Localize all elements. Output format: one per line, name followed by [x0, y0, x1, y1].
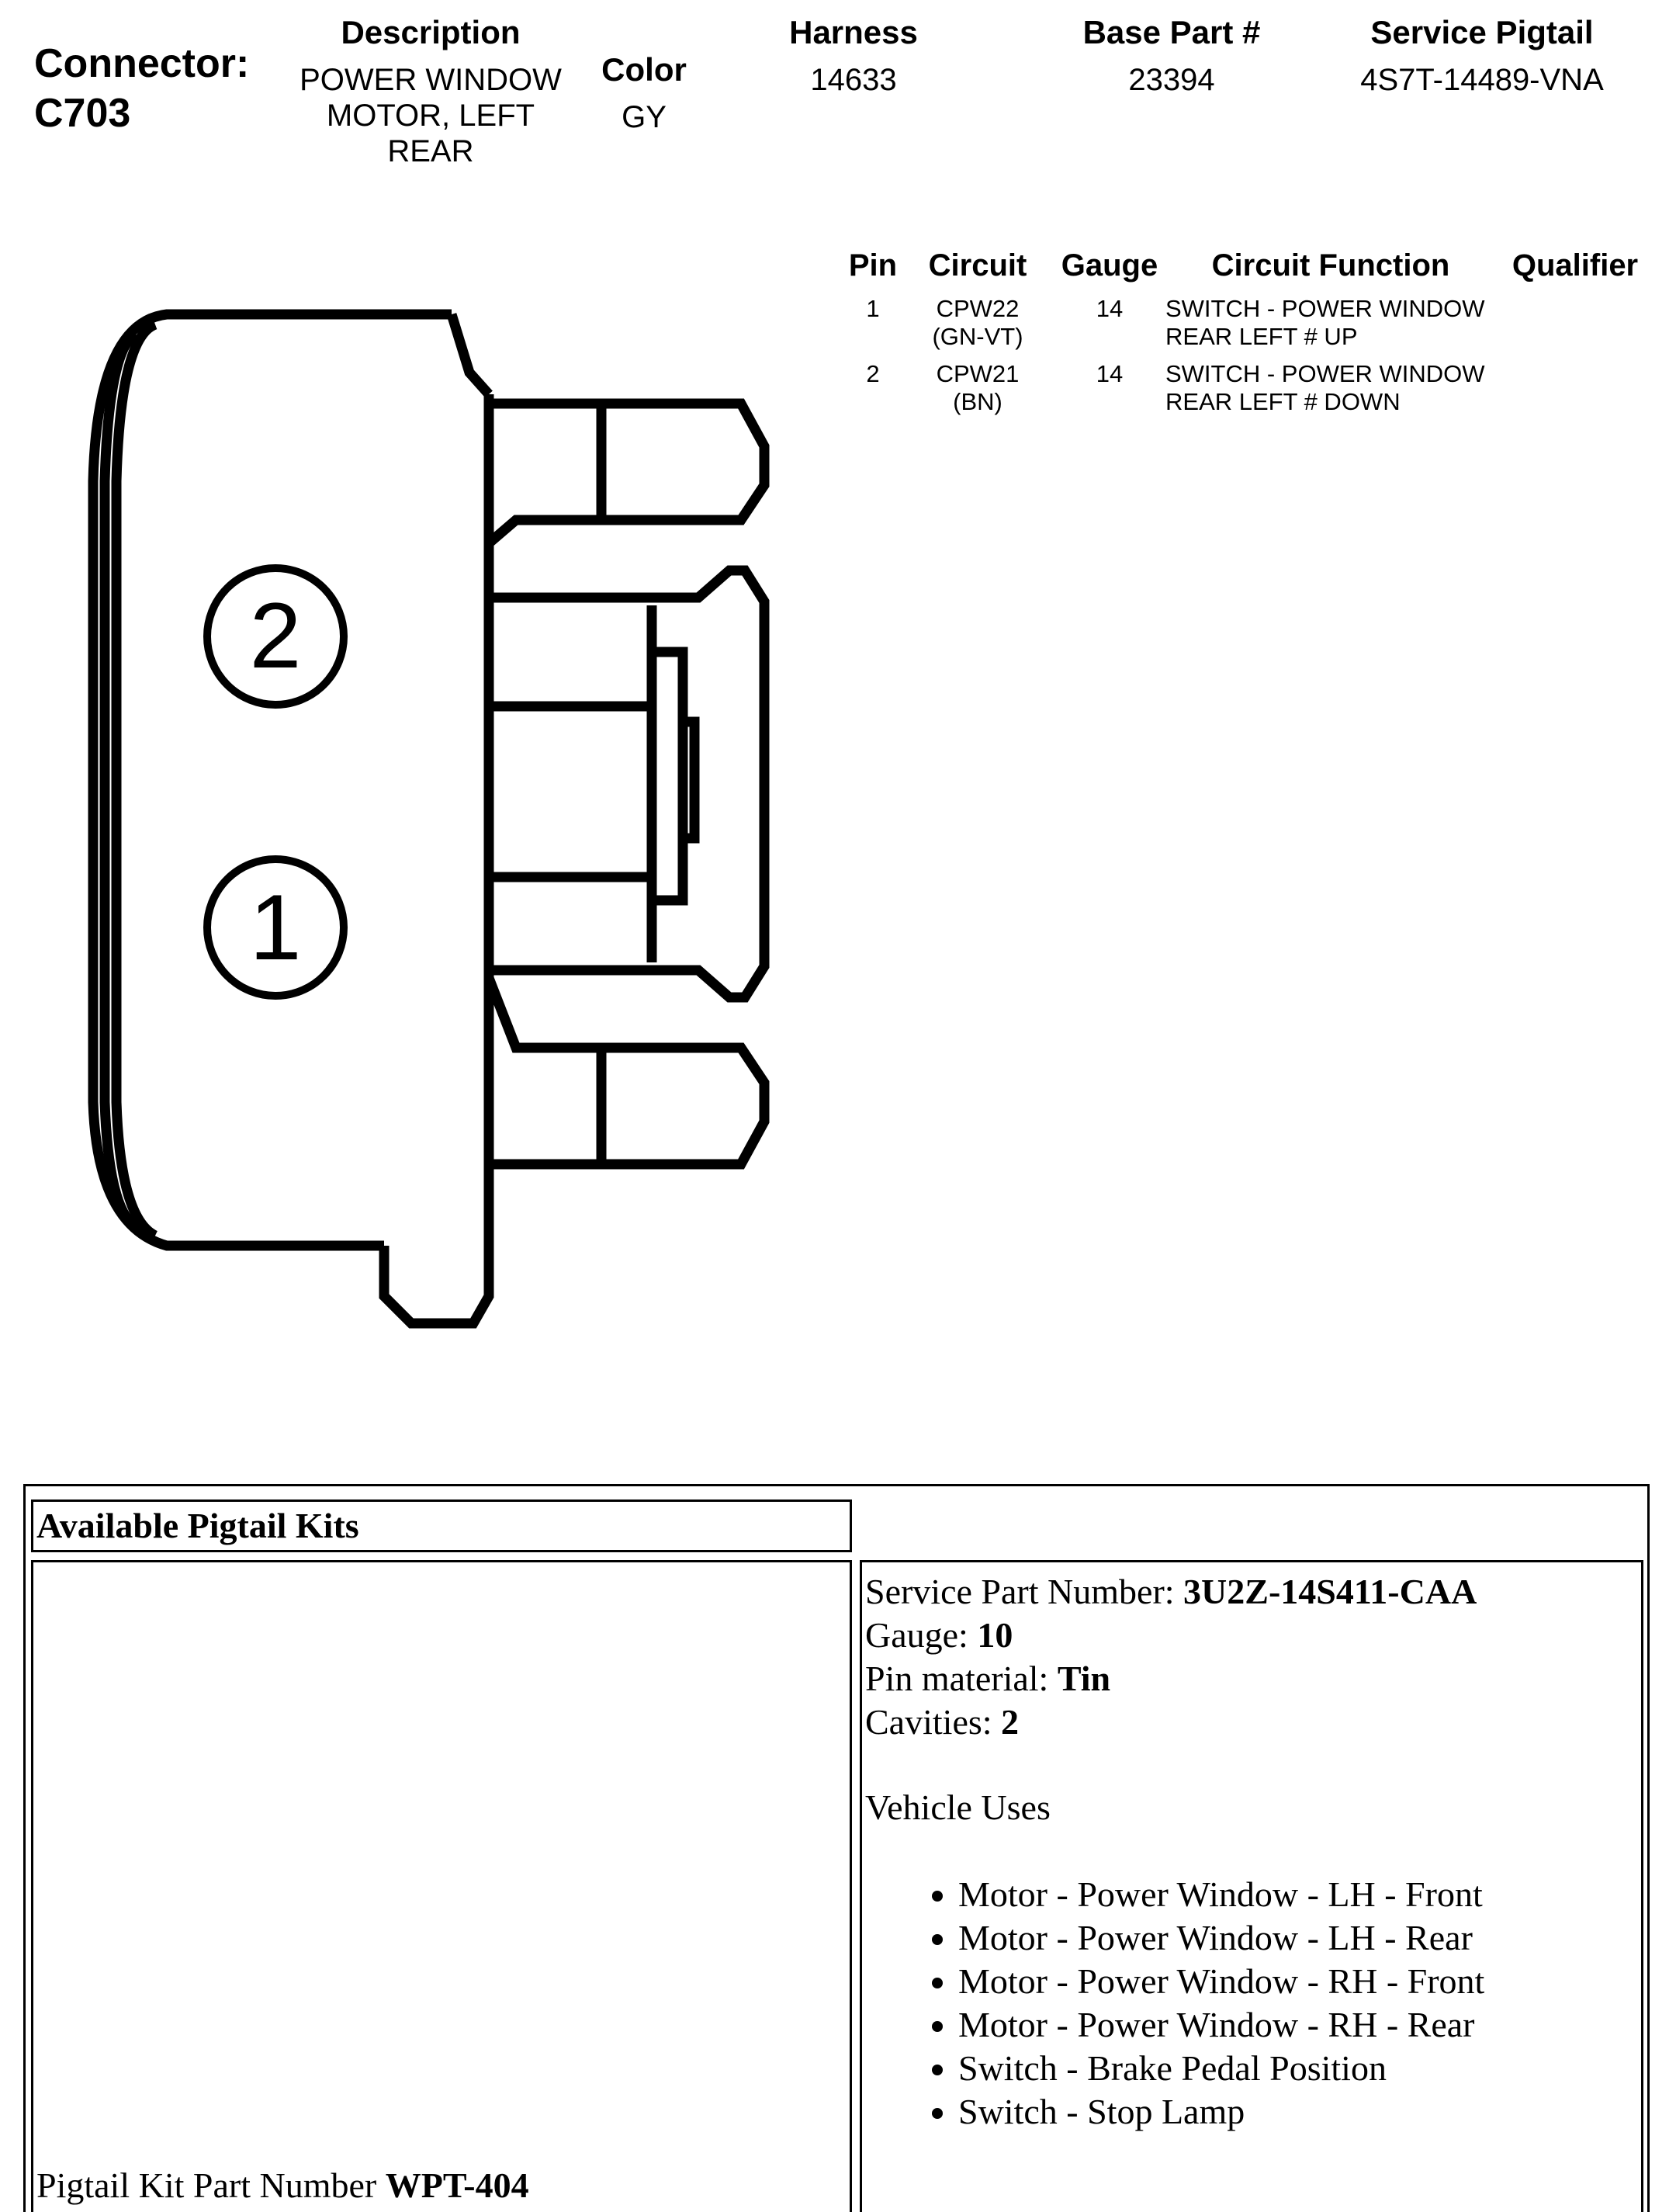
- description-line: REAR: [387, 134, 474, 168]
- list-item: • Switch - Stop Lamp: [958, 2090, 1641, 2134]
- gauge-column-header: Gauge: [1061, 248, 1158, 283]
- pigtail-kits-heading: Available Pigtail Kits: [36, 1506, 359, 1545]
- pigtail-kit-details: [862, 1562, 1641, 1744]
- base-part-label: Base Part #: [1082, 14, 1261, 50]
- cavities-line: [865, 1701, 1641, 1744]
- circuit-function-line: SWITCH - POWER WINDOW: [1165, 295, 1485, 322]
- gauge-value: 14: [1096, 295, 1124, 322]
- base-part-value: 23394: [1128, 63, 1215, 97]
- circuit-color: (GN-VT): [932, 323, 1023, 350]
- pin-material-line: [865, 1657, 1641, 1701]
- kit-gauge-value: 10: [977, 1615, 1013, 1655]
- qualifier-column-header: Qualifier: [1512, 248, 1639, 283]
- cavities-label: Cavities:: [865, 1702, 1002, 1742]
- service-part-number: [865, 1570, 1641, 1614]
- description-label: Description: [341, 14, 521, 50]
- connector-id: C703: [34, 91, 131, 136]
- cavity-2-label: 2: [249, 584, 302, 688]
- harness-label: Harness: [789, 14, 918, 50]
- service-pigtail-label: Service Pigtail: [1370, 14, 1594, 50]
- pin-material-label: Pin material:: [865, 1659, 1058, 1698]
- list-item: • Switch - Brake Pedal Position: [958, 2047, 1641, 2090]
- list-item: • Motor - Power Window - RH - Rear: [958, 2003, 1641, 2047]
- circuit-id: CPW21: [936, 360, 1020, 387]
- list-item: • Motor - Power Window - RH - Front: [958, 1960, 1641, 2003]
- list-item: • Motor - Power Window - LH - Rear: [958, 1916, 1641, 1960]
- pigtail-kit-details-cell: [860, 1560, 1643, 2212]
- circuit-function-line: REAR LEFT # UP: [1165, 323, 1358, 350]
- service-pigtail-value: 4S7T-14489-VNA: [1360, 63, 1604, 97]
- description-line: POWER WINDOW: [300, 63, 562, 97]
- circuit-function-line: REAR LEFT # DOWN: [1165, 388, 1401, 415]
- description-line: MOTOR, LEFT: [326, 99, 535, 133]
- pin-material-value: Tin: [1057, 1659, 1111, 1698]
- circuit-code: [916, 295, 1040, 351]
- cavities-value: 2: [1001, 1702, 1020, 1742]
- gauge-line: [865, 1614, 1641, 1657]
- circuit-id: CPW22: [936, 295, 1020, 322]
- gauge-value: 14: [1096, 360, 1124, 387]
- color-label: Color: [601, 51, 687, 88]
- circuit-function: [1165, 360, 1507, 416]
- pin-number: 1: [866, 295, 880, 322]
- service-part-label: Service Part Number:: [865, 1572, 1184, 1611]
- harness-value: 14633: [810, 63, 897, 97]
- vehicle-uses-list: [862, 1873, 1641, 2134]
- circuit-column-header: Circuit: [928, 248, 1027, 283]
- vehicle-uses-label: Vehicle Uses: [865, 1787, 1051, 1827]
- service-part-value: 3U2Z-14S411-CAA: [1183, 1572, 1477, 1611]
- color-value: GY: [622, 100, 667, 134]
- kit-part-value: WPT-404: [385, 2165, 529, 2205]
- description-value: [275, 62, 586, 169]
- connector-face-diagram: [0, 279, 822, 1413]
- pigtail-kit-image-cell: [31, 1560, 852, 2212]
- circuit-function: [1165, 295, 1507, 351]
- circuit-code: [916, 360, 1040, 416]
- pigtail-kits-heading-cell: [31, 1500, 852, 1552]
- cavity-1-label: 1: [249, 875, 302, 979]
- connector-label: Connector:: [34, 41, 250, 86]
- circuit-function-line: SWITCH - POWER WINDOW: [1165, 360, 1485, 387]
- list-item: • Motor - Power Window - LH - Front: [958, 1873, 1641, 1916]
- pin-number: 2: [866, 360, 880, 387]
- kit-gauge-label: Gauge:: [865, 1615, 978, 1655]
- kit-part-label: Pigtail Kit Part Number: [36, 2165, 386, 2205]
- pigtail-kit-part-number: [36, 2164, 529, 2207]
- pin-column-header: Pin: [848, 248, 898, 283]
- circuit-function-column-header: Circuit Function: [1211, 248, 1450, 283]
- circuit-color: (BN): [953, 388, 1002, 415]
